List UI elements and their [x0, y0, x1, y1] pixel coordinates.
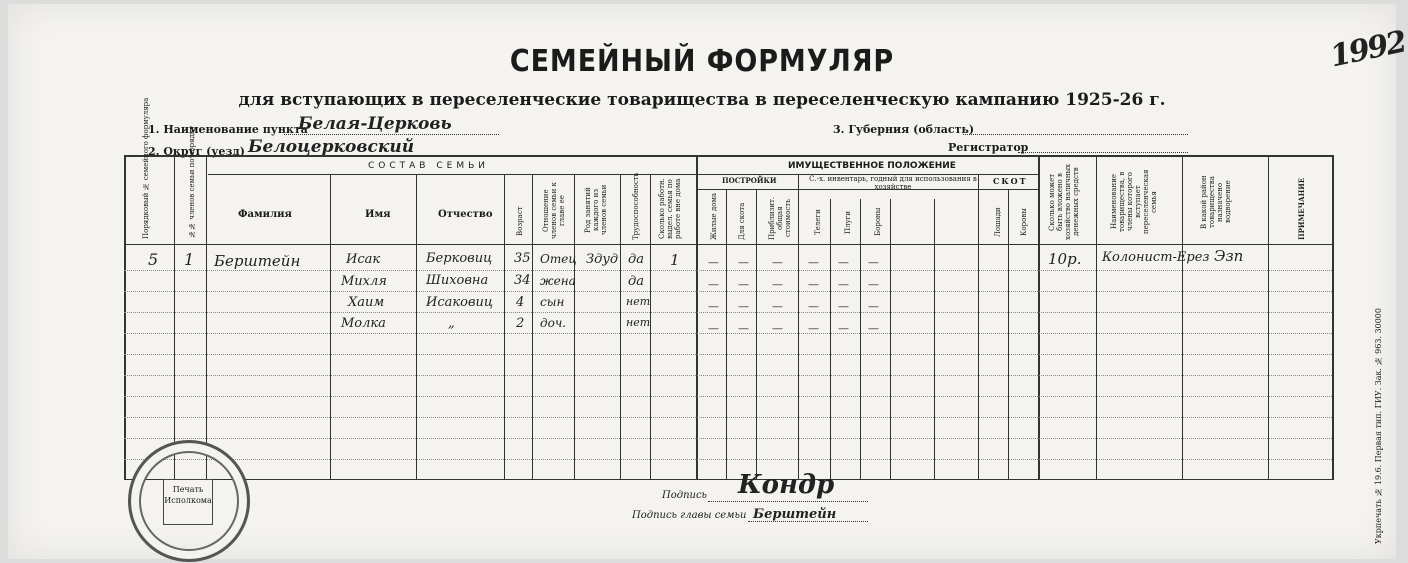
col-cattle-sheds: Для скота — [738, 202, 746, 240]
ruled-row-line — [124, 417, 1332, 418]
col-line — [1268, 155, 1269, 479]
ruled-row-line — [124, 375, 1332, 376]
dash-mark: — — [868, 256, 879, 269]
signature-value: Кондр — [738, 470, 835, 500]
col-notes: ПРИМЕЧАНИЕ — [1297, 177, 1306, 240]
col-line — [798, 174, 799, 479]
dash-mark: — — [708, 300, 719, 313]
dash-mark: — — [738, 322, 749, 335]
col-line — [504, 174, 505, 479]
col-line — [860, 199, 861, 479]
col-line — [726, 189, 727, 479]
col-houses: Жилые дома — [710, 192, 718, 240]
row-name: Хаим — [348, 295, 385, 310]
signature-line — [708, 501, 868, 502]
col-line — [890, 199, 891, 479]
row-name: Михля — [341, 274, 387, 289]
table-bottom-border — [124, 479, 1334, 480]
dash-mark: — — [738, 278, 749, 291]
row-surname: Берштейн — [214, 252, 301, 270]
col-patronymic: Отчество — [438, 209, 493, 220]
dash-mark: — — [838, 278, 849, 291]
row-name: Молка — [341, 316, 386, 331]
dash-mark: — — [738, 256, 749, 269]
col-line — [1038, 155, 1040, 479]
okrug-value: Белоцерковский — [248, 137, 415, 157]
ruled-row-line — [124, 438, 1332, 439]
col-district: В какой район товарищества назначено водворение — [1200, 175, 1232, 229]
stamp-center: Печать Исполкома — [163, 479, 213, 525]
registrator-label: Регистратор — [948, 141, 1029, 154]
property-group-header: ИМУЩЕСТВЕННОЕ ПОЛОЖЕНИЕ — [788, 161, 956, 171]
row-workers: 1 — [670, 251, 680, 269]
dash-mark: — — [772, 256, 783, 269]
row-district: Эзп — [1214, 247, 1244, 265]
dash-mark: — — [772, 278, 783, 291]
col-surname: Фамилия — [238, 209, 292, 220]
row-patronymic: Исаковиц — [426, 295, 493, 310]
col-member-no: №№ членов семьи по порядку — [188, 125, 196, 238]
dash-mark: — — [868, 322, 879, 335]
row-relation: Отец — [540, 252, 577, 266]
col-partnership: Наименование товарищества, в члены которого вступает переселенческая семья — [1110, 169, 1158, 235]
col-line — [574, 174, 575, 479]
row-relation: жена — [540, 274, 576, 288]
col-line — [696, 155, 698, 479]
registrator-line — [1018, 138, 1188, 153]
col-approx-value: Приблизит. общая стоимость — [768, 196, 792, 240]
okrug-label: 2. Округ (уезд) — [148, 145, 245, 158]
ruled-row-line — [124, 354, 1332, 355]
col-ploughs: Плуги — [844, 210, 852, 234]
col-line — [1182, 155, 1183, 479]
row-partnership: Колонист-Ерез — [1102, 250, 1210, 265]
row-ability: да — [628, 252, 644, 267]
row-patronymic: Шиховна — [426, 273, 489, 288]
dash-mark: — — [772, 300, 783, 313]
col-line — [1096, 155, 1097, 479]
row-relation: доч. — [540, 316, 567, 330]
col-age: Возраст — [516, 206, 524, 237]
inventory-group-header: С.-х. инвентарь, годный для использования в хозяйстве — [809, 175, 977, 191]
dash-mark: — — [808, 278, 819, 291]
col-line — [620, 174, 621, 479]
dash-mark: — — [838, 322, 849, 335]
ruled-row-line — [124, 396, 1332, 397]
dash-mark: — — [868, 300, 879, 313]
col-horses: Лошади — [994, 207, 1002, 237]
livestock-group-header: СКОТ — [993, 176, 1028, 186]
dash-mark: — — [838, 300, 849, 313]
guberniya-label: 3. Губерния (область) — [833, 123, 975, 136]
dash-mark: — — [808, 322, 819, 335]
form-subtitle: для вступающих в переселенческие товарищества в переселенческую кампанию 1925-26 г. — [238, 90, 1166, 110]
col-line — [174, 155, 175, 479]
col-line — [756, 189, 757, 479]
row-form-no: 5 — [148, 250, 159, 269]
ruled-row-line — [124, 270, 1332, 271]
row-patronymic: „ — [448, 316, 455, 331]
col-cows: Коровы — [1020, 208, 1028, 236]
handwritten-corner-number: 1992 — [1327, 24, 1408, 75]
ruled-row-line — [124, 312, 1332, 313]
col-ability: Трудоспособность — [632, 172, 640, 240]
printer-imprint: Укрпечать № 19.6. Первая тип. ГИУ. Зак. № 963. 30000 — [1374, 308, 1383, 544]
dash-mark: — — [708, 322, 719, 335]
col-line — [830, 199, 831, 479]
col-line — [124, 155, 126, 479]
head-signature-label: Подпись главы семьи — [632, 510, 747, 521]
col-line — [532, 174, 533, 479]
table-top-border — [124, 155, 1334, 157]
family-group-header: СОСТАВ СЕМЬИ — [368, 161, 489, 171]
buildings-group-header: ПОСТРОЙКИ — [722, 176, 777, 185]
col-form-no: Порядковый № семейного формуляра — [142, 97, 150, 239]
dash-mark: — — [808, 300, 819, 313]
col-line — [1332, 155, 1334, 479]
ruled-row-line — [124, 459, 1332, 460]
col-harrows: Бороны — [874, 207, 882, 237]
col-line — [934, 199, 935, 479]
official-stamp — [128, 440, 250, 562]
col-name: Имя — [365, 209, 391, 220]
dash-mark: — — [868, 278, 879, 291]
row-age: 2 — [516, 316, 525, 331]
row-age: 35 — [514, 251, 531, 266]
ruled-row-line — [124, 333, 1332, 334]
row-ability: нет — [626, 295, 651, 308]
dash-mark: — — [838, 256, 849, 269]
col-line — [1008, 189, 1009, 479]
form-sheet — [8, 4, 1408, 559]
row-relation: сын — [540, 295, 565, 309]
row-ability: да — [628, 274, 644, 289]
row-money: 10р. — [1048, 250, 1082, 268]
guberniya-line — [963, 120, 1188, 135]
signature-label: Подпись — [662, 490, 708, 501]
dash-mark: — — [738, 300, 749, 313]
row-member-no: 1 — [184, 250, 195, 269]
col-relation: Отношение членов семьи к главе ее — [542, 182, 566, 240]
header-bottom-border — [124, 244, 1334, 245]
col-occupation: Род занятий каждого из членов семьи — [584, 184, 608, 236]
head-signature-value: Берштейн — [753, 507, 837, 522]
dash-mark: — — [808, 256, 819, 269]
dash-mark: — — [708, 278, 719, 291]
col-workers: Сколько работн. выдел. семья по работе вне дома — [658, 178, 682, 240]
row-occupation: Здуд — [586, 252, 619, 267]
punkt-value: Белая-Церковь — [298, 114, 452, 134]
form-title: СЕМЕЙНЫЙ ФОРМУЛЯР — [509, 44, 895, 79]
punkt-label: 1. Наименование пункта — [148, 123, 308, 136]
row-ability: нет — [626, 316, 651, 329]
col-line — [330, 174, 331, 479]
row-age: 4 — [516, 295, 525, 310]
row-name: Исак — [346, 252, 381, 267]
col-line — [416, 174, 417, 479]
dash-mark: — — [772, 322, 783, 335]
col-line — [206, 155, 207, 479]
dash-mark: — — [708, 256, 719, 269]
col-carts: Телеги — [814, 209, 822, 235]
row-age: 34 — [514, 273, 531, 288]
family-group-underline — [208, 174, 698, 175]
ruled-row-line — [124, 291, 1332, 292]
col-line — [978, 174, 979, 479]
row-patronymic: Берковиц — [426, 251, 493, 266]
col-money: Сколько может быть вложено в хозяйство наличных денежных средств — [1048, 164, 1080, 240]
